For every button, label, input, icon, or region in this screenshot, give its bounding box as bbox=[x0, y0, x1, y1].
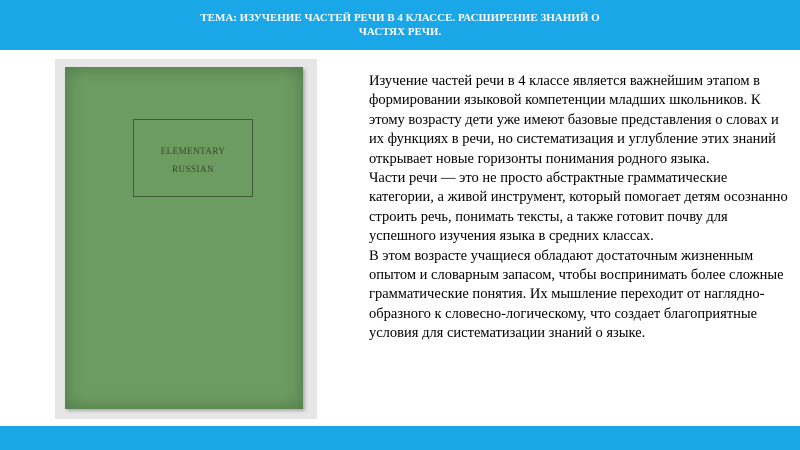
paragraph-1: Изучение частей речи в 4 классе является важнейшим этапом в формировании языковой компетенции младших школьников. К этому возрасту дети уже имеют базовые представления о словах и их функциях в речи, но систематизация и углубление этих знаний открывает новые горизонты понимания родного языка. bbox=[369, 73, 779, 167]
book-photo bbox=[55, 59, 317, 419]
body-text bbox=[369, 72, 789, 344]
book-title-line2: RUSSIAN bbox=[171, 164, 214, 174]
header-bar bbox=[0, 0, 800, 50]
book-title-line1: ELEMENTARY bbox=[160, 146, 226, 156]
paragraph-3: В этом возрасте учащиеся обладают достаточным жизненным опытом и словарным запасом, чтобы воспринимать более сложные грамматические понятия. Их мышление переходит от наглядно-образного к словесно-логическому, что создает благоприятные условия для систематизации знаний о языке. bbox=[369, 247, 784, 342]
paragraph-2: Части речи — это не просто абстрактные грамматические категории, а живой инструмент, который помогает детям осознанно строить речь, понимать тексты, а также готовит почву для успешного изучения языка в средних классах. bbox=[369, 170, 788, 245]
slide-title: ТЕМА: ИЗУЧЕНИЕ ЧАСТЕЙ РЕЧИ В 4 КЛАССЕ. РАСШИРЕНИЕ ЗНАНИЙ О ЧАСТЯХ РЕЧИ. bbox=[200, 12, 600, 38]
footer-bar bbox=[0, 426, 800, 450]
book-cover bbox=[65, 67, 303, 409]
book-cover-label bbox=[133, 119, 253, 197]
